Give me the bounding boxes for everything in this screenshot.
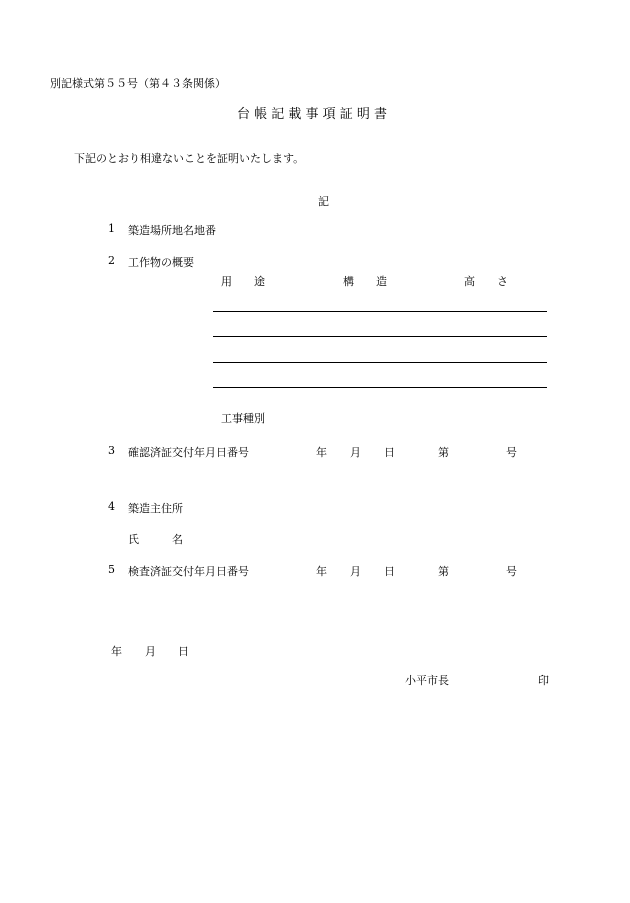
item3-go: 号 [506,446,517,459]
item3-dai: 第 [438,446,449,459]
seal-mark: 印 [538,674,549,687]
item3-day: 日 [384,446,395,459]
document-title: 台 帳 記 載 事 項 証 明 書 [237,107,388,122]
item2-label: 工作物の概要 [128,256,194,269]
item5-year: 年 [316,565,327,578]
item5-go: 号 [506,565,517,578]
item5-day: 日 [384,565,395,578]
issuer-title: 小平市長 [405,674,449,687]
blank-line [213,311,547,312]
construction-type-label: 工事種別 [221,412,265,425]
item3-label: 確認済証交付年月日番号 [128,446,249,459]
ki-heading: 記 [318,195,329,208]
item3-month: 月 [350,446,361,459]
item5-label: 検査済証交付年月日番号 [128,565,249,578]
blank-line [213,362,547,363]
item4-label: 築造主住所 [128,502,183,515]
column-header-height: 高 さ [464,275,508,288]
blank-line [213,336,547,337]
intro-text: 下記のとおり相違ないことを証明いたします。 [74,152,305,165]
issue-month: 月 [145,645,156,658]
issue-day: 日 [178,645,189,658]
item2-number: 2 [108,254,115,267]
name-label: 氏 名 [128,533,183,546]
item1-label: 築造場所地名地番 [128,224,216,237]
item3-year: 年 [316,446,327,459]
item5-dai: 第 [438,565,449,578]
item3-number: 3 [108,444,115,457]
issue-year: 年 [111,645,122,658]
item5-month: 月 [350,565,361,578]
item1-number: 1 [108,222,115,235]
column-header-structure: 構 造 [343,275,387,288]
column-header-use: 用 途 [221,275,265,288]
item5-number: 5 [108,563,115,576]
form-reference: 別記様式第５５号（第４３条関係） [50,77,226,90]
item4-number: 4 [108,500,115,513]
blank-line [213,387,547,388]
